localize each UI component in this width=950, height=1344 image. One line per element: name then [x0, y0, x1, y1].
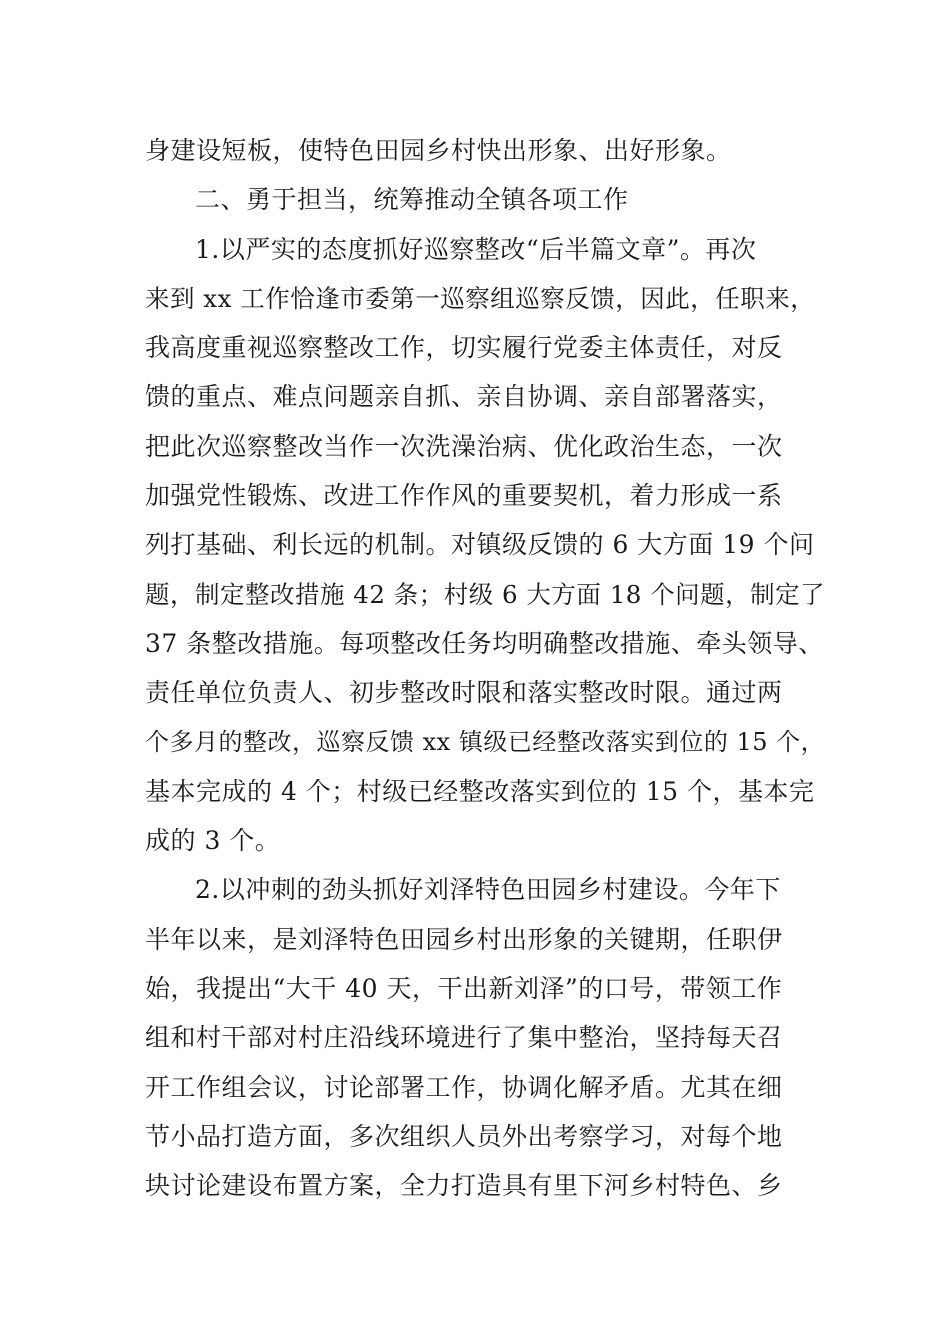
text-line: 2.以冲刺的劲头抓好刘泽特色田园乡村建设。今年下: [195, 875, 781, 905]
text-line: 37 条整改措施。每项整改任务均明确整改措施、牵头领导、: [145, 628, 824, 658]
text-line: 组和村干部对村庄沿线环境进行了集中整治，坚持每天召: [145, 1023, 783, 1053]
text-line: 加强党性锻炼、改进工作作风的重要契机，着力形成一系: [145, 481, 783, 511]
text-line: 始，我提出“大干 40 天，干出新刘泽”的口号，带领工作: [145, 974, 783, 1004]
text-line: 成的 3 个。: [145, 826, 281, 856]
text-line: 馈的重点、难点问题亲自抓、亲自协调、亲自部署落实，: [145, 382, 783, 412]
text-line: 个多月的整改，巡察反馈 xx 镇级已经整改落实到位的 15 个，: [145, 727, 826, 756]
text-line: 基本完成的 4 个；村级已经整改落实到位的 15 个，基本完: [145, 776, 815, 806]
text-line: 半年以来，是刘泽特色田园乡村出形象的关键期，任职伊: [145, 924, 783, 954]
text-line: 来到 xx 工作恰逢市委第一巡察组巡察反馈，因此，任职来，: [145, 283, 816, 313]
text-line: 列打基础、利长远的机制。对镇级反馈的 6 大方面 19 个问: [145, 530, 815, 560]
text-line: 节小品打造方面，多次组织人员外出考察学习，对每个地: [145, 1121, 783, 1151]
text-line: 二、勇于担当，统筹推动全镇各项工作: [195, 185, 629, 215]
text-line: 题，制定整改措施 42 条；村级 6 大方面 18 个问题，制定了: [145, 579, 826, 609]
text-line: 1.以严实的态度抓好巡察整改“后半篇文章”。再次: [195, 234, 757, 264]
text-line: 块讨论建设布置方案，全力打造具有里下河乡村特色、乡: [145, 1171, 783, 1201]
text-line: 我高度重视巡察整改工作，切实履行党委主体责任，对反: [145, 333, 783, 363]
document-body: [145, 126, 825, 1211]
text-line: 开工作组会议，讨论部署工作，协调化解矛盾。尤其在细: [145, 1072, 783, 1102]
text-line: 身建设短板，使特色田园乡村快出形象、出好形象。: [145, 136, 732, 165]
text-line: 把此次巡察整改当作一次洗澡治病、优化政治生态，一次: [145, 431, 783, 461]
text-line: 责任单位负责人、初步整改时限和落实整改时限。通过两: [145, 678, 783, 708]
